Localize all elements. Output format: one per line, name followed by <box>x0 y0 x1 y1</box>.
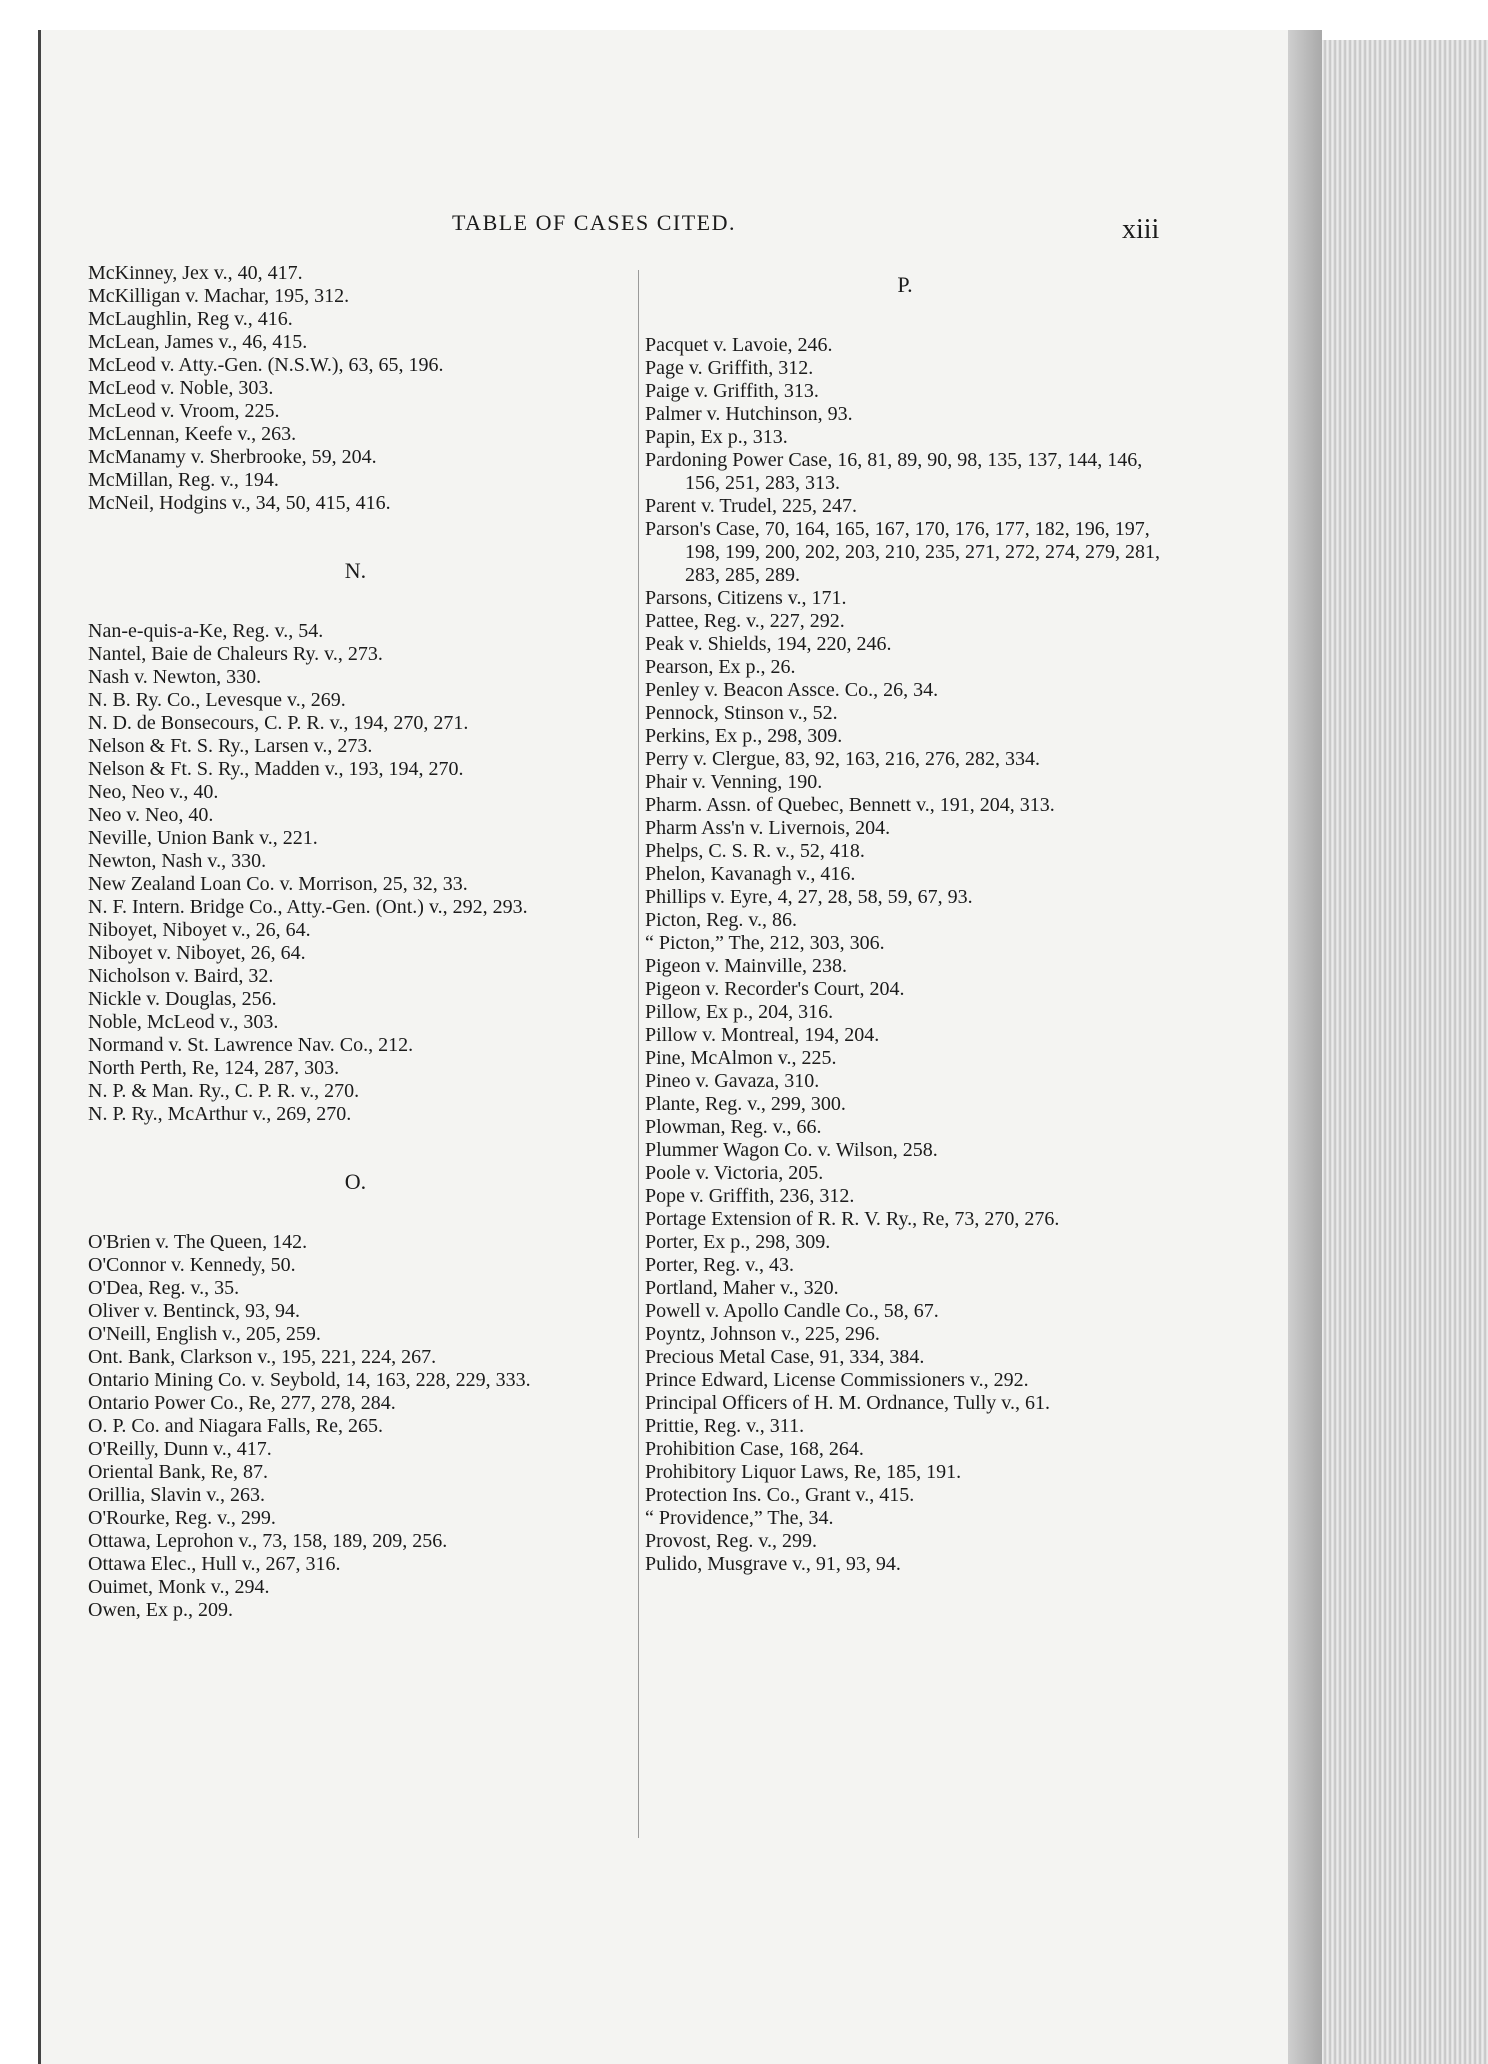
right-column <box>645 273 1165 1576</box>
page-gutter-shadow <box>1288 30 1322 2064</box>
case-entry: Phair v. Venning, 190. <box>645 771 823 793</box>
case-entry: Nash v. Newton, 330. <box>88 666 262 688</box>
case-entry: O. P. Co. and Niagara Falls, Re, 265. <box>88 1415 383 1437</box>
case-entry: Porter, Ex p., 298, 309. <box>645 1231 831 1253</box>
case-entry: McLeod v. Vroom, 225. <box>88 400 280 422</box>
case-entry: McNeil, Hodgins v., 34, 50, 415, 416. <box>88 492 391 514</box>
case-entry: McKinney, Jex v., 40, 417. <box>88 262 303 284</box>
case-entry: Ont. Bank, Clarkson v., 195, 221, 224, 267. <box>88 1346 437 1368</box>
case-entry: Perry v. Clergue, 83, 92, 163, 216, 276, 282, 334. <box>645 748 1040 770</box>
index-section <box>88 559 623 1126</box>
case-entry: Perkins, Ex p., 298, 309. <box>645 725 843 747</box>
case-entry: Oriental Bank, Re, 87. <box>88 1461 268 1483</box>
case-entry: Pharm Ass'n v. Livernois, 204. <box>645 817 891 839</box>
case-entry: Nicholson v. Baird, 32. <box>88 965 274 987</box>
case-entry: N. B. Ry. Co., Levesque v., 269. <box>88 689 346 711</box>
case-entry: Page v. Griffith, 312. <box>645 357 814 379</box>
case-entry: Papin, Ex p., 313. <box>645 426 788 448</box>
case-entry: Nickle v. Douglas, 256. <box>88 988 277 1010</box>
case-entry: O'Connor v. Kennedy, 50. <box>88 1254 296 1276</box>
case-entry: McLean, James v., 46, 415. <box>88 331 308 353</box>
case-entry: Ouimet, Monk v., 294. <box>88 1576 270 1598</box>
case-entry: Pearson, Ex p., 26. <box>645 656 796 678</box>
case-entry: McLeod v. Noble, 303. <box>88 377 274 399</box>
case-entry: Pardoning Power Case, 16, 81, 89, 90, 98, 135, 137, 144, 146, 156, 251, 283, 313. <box>645 449 1143 494</box>
case-entry: Pillow, Ex p., 204, 316. <box>645 1001 834 1023</box>
case-entry: N. F. Intern. Bridge Co., Atty.-Gen. (Ont.) v., 292, 293. <box>88 896 528 918</box>
case-entry: O'Rourke, Reg. v., 299. <box>88 1507 276 1529</box>
case-entry: Pigeon v. Recorder's Court, 204. <box>645 978 905 1000</box>
case-entry: “ Picton,” The, 212, 303, 306. <box>645 932 885 954</box>
case-entry: Prohibition Case, 168, 264. <box>645 1438 864 1460</box>
section-letter-heading: P. <box>897 272 913 297</box>
case-entry: O'Reilly, Dunn v., 417. <box>88 1438 272 1460</box>
case-entry: N. P. Ry., McArthur v., 269, 270. <box>88 1103 352 1125</box>
case-entry: Pope v. Griffith, 236, 312. <box>645 1185 855 1207</box>
case-entry: Protection Ins. Co., Grant v., 415. <box>645 1484 915 1506</box>
case-entry: O'Neill, English v., 205, 259. <box>88 1323 321 1345</box>
case-entry: Newton, Nash v., 330. <box>88 850 267 872</box>
case-entry: McMillan, Reg. v., 194. <box>88 469 279 491</box>
case-entry: Porter, Reg. v., 43. <box>645 1254 794 1276</box>
case-entry: Ontario Mining Co. v. Seybold, 14, 163, 228, 229, 333. <box>88 1369 531 1391</box>
case-entry: Owen, Ex p., 209. <box>88 1599 233 1621</box>
case-entry: New Zealand Loan Co. v. Morrison, 25, 32, 33. <box>88 873 468 895</box>
case-entry: Paige v. Griffith, 313. <box>645 380 819 402</box>
book-page-edges <box>1322 40 1488 2064</box>
case-entry: Nelson & Ft. S. Ry., Madden v., 193, 194, 270. <box>88 758 464 780</box>
case-entry: McKilligan v. Machar, 195, 312. <box>88 285 350 307</box>
case-entry: Plante, Reg. v., 299, 300. <box>645 1093 846 1115</box>
case-entry: Parent v. Trudel, 225, 247. <box>645 495 858 517</box>
case-entry: Neo v. Neo, 40. <box>88 804 214 826</box>
case-entry: Portland, Maher v., 320. <box>645 1277 839 1299</box>
page-number: xiii <box>1122 214 1160 245</box>
case-entry: McManamy v. Sherbrooke, 59, 204. <box>88 446 377 468</box>
running-head: TABLE OF CASES CITED. <box>452 210 736 235</box>
case-entry: Ottawa Elec., Hull v., 267, 316. <box>88 1553 341 1575</box>
case-entry: Parson's Case, 70, 164, 165, 167, 170, 176, 177, 182, 196, 197, 198, 199, 200, 202, 203, 210, 235, 271, 272, 274, 279, 281, 283, 285, 289. <box>645 518 1160 586</box>
case-entry: Phelon, Kavanagh v., 416. <box>645 863 856 885</box>
case-entry: Phillips v. Eyre, 4, 27, 28, 58, 59, 67, 93. <box>645 886 973 908</box>
case-entry: Parsons, Citizens v., 171. <box>645 587 847 609</box>
case-entry: Pacquet v. Lavoie, 246. <box>645 334 833 356</box>
left-column <box>88 262 623 1622</box>
section-letter-heading: O. <box>344 1169 367 1194</box>
index-section <box>88 262 623 515</box>
case-entry: N. P. & Man. Ry., C. P. R. v., 270. <box>88 1080 360 1102</box>
case-entry: McLaughlin, Reg v., 416. <box>88 308 293 330</box>
column-divider <box>638 270 639 1838</box>
case-entry: Palmer v. Hutchinson, 93. <box>645 403 853 425</box>
case-entry: O'Brien v. The Queen, 142. <box>88 1231 308 1253</box>
case-entry: Plummer Wagon Co. v. Wilson, 258. <box>645 1139 938 1161</box>
case-entry: Principal Officers of H. M. Ordnance, Tully v., 61. <box>645 1392 1050 1414</box>
case-entry: Neo, Neo v., 40. <box>88 781 219 803</box>
case-entry: Ottawa, Leprohon v., 73, 158, 189, 209, 256. <box>88 1530 448 1552</box>
case-entry: Precious Metal Case, 91, 334, 384. <box>645 1346 925 1368</box>
case-entry: Prince Edward, License Commissioners v., 292. <box>645 1369 1029 1391</box>
case-entry: Peak v. Shields, 194, 220, 246. <box>645 633 892 655</box>
case-entry: Neville, Union Bank v., 221. <box>88 827 318 849</box>
case-entry: McLeod v. Atty.-Gen. (N.S.W.), 63, 65, 196. <box>88 354 444 376</box>
case-entry: Pigeon v. Mainville, 238. <box>645 955 848 977</box>
case-entry: Nan-e-quis-a-Ke, Reg. v., 54. <box>88 620 324 642</box>
case-entry: Pineo v. Gavaza, 310. <box>645 1070 820 1092</box>
case-entry: Pattee, Reg. v., 227, 292. <box>645 610 845 632</box>
index-section <box>645 273 1165 1576</box>
case-entry: Phelps, C. S. R. v., 52, 418. <box>645 840 865 862</box>
case-entry: Pulido, Musgrave v., 91, 93, 94. <box>645 1553 901 1575</box>
case-entry: Poyntz, Johnson v., 225, 296. <box>645 1323 880 1345</box>
case-entry: McLennan, Keefe v., 263. <box>88 423 297 445</box>
case-entry: Picton, Reg. v., 86. <box>645 909 798 931</box>
case-entry: “ Providence,” The, 34. <box>645 1507 834 1529</box>
case-entry: N. D. de Bonsecours, C. P. R. v., 194, 270, 271. <box>88 712 469 734</box>
case-entry: Niboyet, Niboyet v., 26, 64. <box>88 919 311 941</box>
case-entry: Pine, McAlmon v., 225. <box>645 1047 837 1069</box>
case-entry: Normand v. St. Lawrence Nav. Co., 212. <box>88 1034 414 1056</box>
case-entry: Pillow v. Montreal, 194, 204. <box>645 1024 880 1046</box>
case-entry: Ontario Power Co., Re, 277, 278, 284. <box>88 1392 396 1414</box>
case-entry: Noble, McLeod v., 303. <box>88 1011 279 1033</box>
case-entry: Pharm. Assn. of Quebec, Bennett v., 191, 204, 313. <box>645 794 1055 816</box>
case-entry: Oliver v. Bentinck, 93, 94. <box>88 1300 301 1322</box>
case-entry: Portage Extension of R. R. V. Ry., Re, 73, 270, 276. <box>645 1208 1060 1230</box>
case-entry: Plowman, Reg. v., 66. <box>645 1116 822 1138</box>
section-letter-heading: N. <box>344 558 367 583</box>
case-entry: Pennock, Stinson v., 52. <box>645 702 838 724</box>
case-entry: Penley v. Beacon Assce. Co., 26, 34. <box>645 679 939 701</box>
case-entry: Powell v. Apollo Candle Co., 58, 67. <box>645 1300 939 1322</box>
case-entry: Prohibitory Liquor Laws, Re, 185, 191. <box>645 1461 962 1483</box>
case-entry: Niboyet v. Niboyet, 26, 64. <box>88 942 306 964</box>
case-entry: North Perth, Re, 124, 287, 303. <box>88 1057 340 1079</box>
case-entry: O'Dea, Reg. v., 35. <box>88 1277 240 1299</box>
case-entry: Nelson & Ft. S. Ry., Larsen v., 273. <box>88 735 373 757</box>
index-section <box>88 1170 623 1622</box>
case-entry: Nantel, Baie de Chaleurs Ry. v., 273. <box>88 643 383 665</box>
case-entry: Poole v. Victoria, 205. <box>645 1162 824 1184</box>
case-entry: Provost, Reg. v., 299. <box>645 1530 818 1552</box>
case-entry: Prittie, Reg. v., 311. <box>645 1415 805 1437</box>
case-entry: Orillia, Slavin v., 263. <box>88 1484 266 1506</box>
